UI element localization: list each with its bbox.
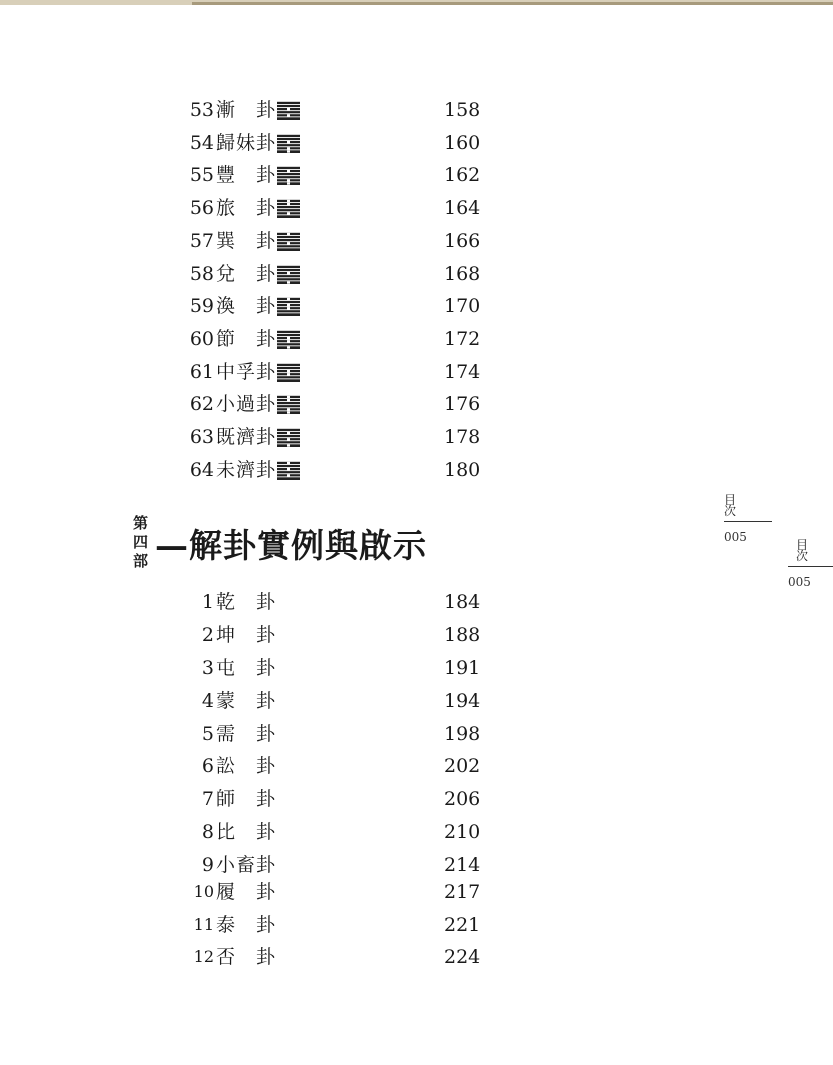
entry-number: 12 (193, 947, 214, 966)
entry-page: 210 (444, 821, 481, 843)
toc-entry[interactable] (184, 851, 484, 879)
toc-entry[interactable] (184, 456, 484, 484)
entry-page: 172 (444, 327, 481, 350)
side-marker-char: 目 (724, 493, 737, 507)
part-label-char: 第 (133, 514, 149, 532)
entry-title: 履 卦 (216, 881, 277, 903)
entry-number: 7 (201, 788, 214, 810)
entry-page: 170 (444, 295, 481, 318)
toc-entry[interactable] (184, 390, 484, 418)
entry-number: 59 (189, 295, 214, 318)
entry-number: 6 (201, 755, 214, 777)
entry-number: 63 (189, 426, 214, 448)
entry-title: 豐 卦 (216, 164, 277, 187)
entry-title: 泰 卦 (216, 914, 277, 936)
hexagram-icon (277, 330, 300, 349)
toc-entry[interactable] (184, 325, 484, 353)
entry-title: 既濟卦 (216, 426, 277, 448)
entry-number: 55 (189, 164, 214, 187)
hexagram-icon (277, 232, 300, 251)
entry-page: 206 (444, 788, 481, 810)
side-marker-label (724, 495, 738, 517)
toc-entry[interactable] (184, 687, 484, 715)
toc-entry[interactable] (184, 260, 484, 288)
entry-page: 160 (444, 131, 481, 154)
entry-page: 184 (444, 591, 481, 613)
toc-entry[interactable] (184, 96, 484, 124)
entry-number: 57 (189, 229, 214, 252)
entry-page: 174 (444, 360, 481, 383)
entry-page: 194 (444, 690, 481, 712)
toc-entry[interactable] (184, 752, 484, 780)
part-label (133, 514, 153, 571)
entry-title: 巽 卦 (216, 229, 277, 252)
entry-page: 221 (444, 914, 481, 936)
toc-entry[interactable] (184, 878, 484, 906)
side-marker-char: 次 (796, 549, 809, 563)
entry-page: 202 (444, 755, 481, 777)
entry-title: 兌 卦 (216, 262, 277, 285)
entry-number: 58 (189, 262, 214, 285)
toc-entry[interactable] (184, 129, 484, 157)
side-marker-label (788, 540, 810, 562)
entry-number: 54 (189, 131, 214, 154)
entry-page: 178 (444, 426, 481, 448)
entry-number: 2 (201, 624, 214, 646)
entry-title: 屯 卦 (216, 657, 277, 679)
entry-page: 214 (444, 854, 481, 876)
entry-title: 乾 卦 (216, 591, 277, 613)
entry-title: 蒙 卦 (216, 690, 277, 712)
entry-title: 漸 卦 (216, 99, 277, 121)
hexagram-icon (277, 166, 300, 185)
entry-number: 10 (193, 882, 214, 901)
entry-page: 164 (444, 197, 481, 220)
part-four-heading (133, 512, 433, 576)
side-marker-char: 目 (796, 538, 809, 552)
entry-number: 60 (189, 327, 214, 350)
side-marker (724, 495, 772, 544)
entry-title: 否 卦 (216, 946, 277, 968)
hexagram-icon (277, 101, 300, 120)
toc-entry[interactable] (184, 654, 484, 682)
entry-title: 訟 卦 (216, 755, 277, 777)
hexagram-icon (277, 134, 300, 153)
hexagram-icon (277, 363, 300, 382)
entry-page: 198 (444, 723, 481, 745)
entry-title: 未濟卦 (216, 458, 277, 481)
entry-number: 1 (201, 591, 214, 613)
side-marker-rule (724, 521, 772, 522)
toc-entry[interactable] (184, 358, 484, 386)
toc-entry[interactable] (184, 911, 484, 939)
entry-page: 191 (444, 657, 481, 679)
hexagram-icon (277, 428, 300, 447)
entry-page: 166 (444, 229, 481, 252)
entry-page: 162 (444, 164, 481, 187)
entry-number: 3 (201, 657, 214, 679)
entry-number: 62 (189, 393, 214, 416)
toc-entry[interactable] (184, 161, 484, 189)
entry-title: 坤 卦 (216, 624, 277, 646)
hexagram-icon (277, 199, 300, 218)
entry-title: 師 卦 (216, 788, 277, 810)
hexagram-icon (277, 461, 300, 480)
entry-number: 8 (201, 821, 214, 843)
entry-number: 53 (189, 99, 214, 121)
toc-entry[interactable] (184, 720, 484, 748)
entry-number: 9 (201, 854, 214, 876)
entry-title: 節 卦 (216, 327, 277, 350)
toc-entry[interactable] (184, 423, 484, 451)
entry-title: 小畜卦 (216, 854, 277, 876)
entry-title: 需 卦 (216, 723, 277, 745)
part-label-char: 四 (133, 533, 149, 551)
entry-number: 61 (189, 360, 214, 383)
entry-page: 168 (444, 262, 481, 285)
entry-page: 217 (444, 881, 481, 903)
toc-entry[interactable] (184, 621, 484, 649)
entry-title: 中孚卦 (216, 360, 277, 383)
entry-page: 180 (444, 458, 481, 481)
side-marker (788, 540, 833, 589)
toc-entry[interactable] (184, 227, 484, 255)
hexagram-icon (277, 265, 300, 284)
toc-entry[interactable] (184, 588, 484, 616)
entry-page: 188 (444, 624, 481, 646)
entry-title: 旅 卦 (216, 197, 277, 220)
side-marker-page: 005 (724, 530, 747, 544)
toc-entry[interactable] (184, 194, 484, 222)
entry-title: 小過卦 (216, 393, 277, 416)
side-marker-rule (788, 566, 833, 567)
toc-entry[interactable] (184, 943, 484, 971)
entry-page: 176 (444, 393, 481, 416)
entry-number: 11 (193, 915, 214, 934)
toc-entry[interactable] (184, 292, 484, 320)
entry-number: 56 (189, 197, 214, 220)
part-label-char: 部 (133, 552, 149, 570)
entry-number: 64 (189, 458, 214, 481)
entry-title: 比 卦 (216, 821, 277, 843)
entry-number: 5 (201, 723, 214, 745)
hexagram-icon (277, 297, 300, 316)
entry-number: 4 (201, 690, 214, 712)
toc-entry[interactable] (184, 785, 484, 813)
toc-entry[interactable] (184, 818, 484, 846)
entry-page: 224 (444, 946, 481, 968)
part-title: —解卦實例與啟示 (155, 526, 427, 565)
entry-page: 158 (444, 99, 481, 121)
entry-title: 歸妹卦 (216, 131, 277, 154)
side-marker-page: 005 (788, 575, 811, 589)
side-marker-char: 次 (724, 504, 737, 518)
entry-title: 渙 卦 (216, 295, 277, 318)
hexagram-icon (277, 395, 300, 414)
